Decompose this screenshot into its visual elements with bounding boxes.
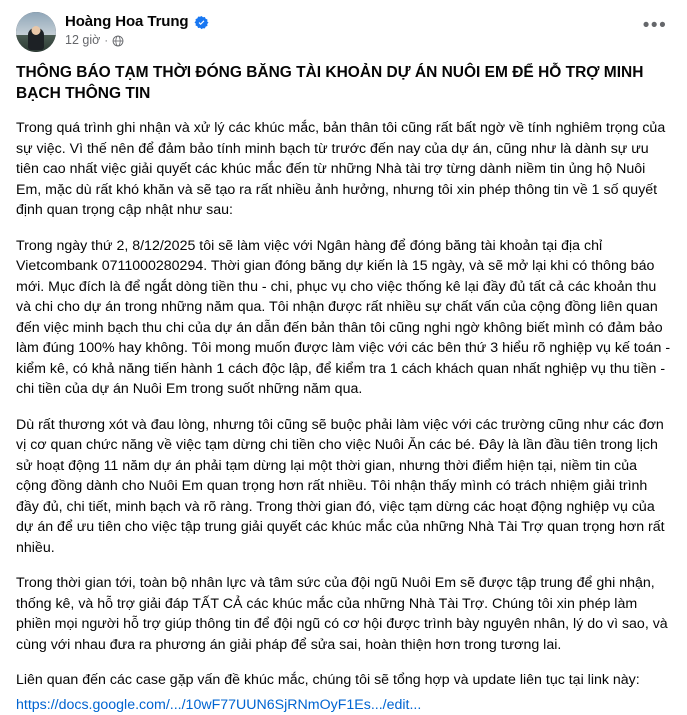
avatar[interactable]	[16, 12, 56, 52]
post-more-options-button[interactable]: •••	[642, 15, 668, 36]
globe-icon[interactable]	[112, 35, 124, 47]
post-paragraph-5: Liên quan đến các case gặp vấn đề khúc mắc, chúng tôi sẽ tổng hợp và update liên tục tại link này:	[16, 672, 640, 688]
avatar-person-head	[32, 26, 41, 35]
post-paragraph-1: Trong quá trình ghi nhận và xử lý các khúc mắc, bản thân tôi cũng rất bất ngờ về tính nghiêm trọng của sự việc. Vì thế nên để đảm bảo tính minh bạch từ trước đến nay của dự án, cũng như là dành sự ưu tiên cao nhất việc giải quyết các khúc mắc đến từ những Nhà tài trợ từng dành niềm tin ủng hộ Nuôi Em, mặc dù rất khó khăn và sẽ tạo ra rất nhiều ảnh hưởng, nhưng tôi xin phép thông tin về 1 số quyết định quan trọng cập nhật như sau:	[16, 120, 666, 218]
post-body	[16, 118, 671, 715]
post-title: THÔNG BÁO TẠM THỜI ĐÓNG BĂNG TÀI KHOẢN DỰ ÁN NUÔI EM ĐỂ HỖ TRỢ MINH BẠCH THÔNG TIN	[16, 64, 644, 102]
author-name[interactable]: Hoàng Hoa Trung	[65, 13, 189, 30]
post-paragraph-3: Dù rất thương xót và đau lòng, nhưng tôi cũng sẽ buộc phải làm việc với các trường cũng như các đơn vị cơ quan chức năng về việc tạm dừng chi tiền cho việc Nuôi Ăn các bé. Đây là lần đầu tiên trong lịch sử hoạt động 11 năm dự án phải tạm dừng lại một thời gian, nhưng thời điểm hiện tại, niềm tin của cộng đồng dành cho Nuôi Em quan trọng hơn rất nhiều. Tôi nhận thấy mình có trách nhiệm giải trình đầy đủ, chi tiết, minh bạch và rõ ràng. Trong thời gian đó, việc tạm dừng các hoạt động nghiệp vụ của dự án để ưu tiên cho việc tập trung giải quyết các khúc mắc của những Nhà Tài Trợ quan trọng hơn rất nhiều.	[16, 416, 665, 556]
post-meta	[65, 33, 639, 48]
post-paragraph-2: Trong ngày thứ 2, 8/12/2025 tôi sẽ làm việc với Ngân hàng để đóng băng tài khoản tại địa chỉ Vietcombank 0711000280294. Thời gian đóng băng dự kiến là 15 ngày, và sẽ mở lại khi có thông báo mới. Mục đích là để ngắt dòng tiền thu - chi, phục vụ cho việc thống kê lại đầy đủ tất cả các khoản thu và chi cho dự án trong những năm qua. Tôi nhận được rất nhiều sự chất vấn của cộng đồng liên quan đến việc minh bạch thu chi của dự án dẫn đến bản thân tôi cũng nghi ngờ không biết mình có đảm bảo làm đúng 100% hay không. Tôi mong muốn được làm việc với các bên thứ 3 hiểu rõ nghiệp vụ kế toán - kiểm kê, có khả năng tiến hành 1 cách độc lập, để kiểm tra 1 cách khách quan nhất nghiệp vụ thu tiền - chi tiền của dự án Nuôi Em trong suốt những năm qua.	[16, 237, 671, 397]
author-row	[65, 13, 639, 31]
post-external-link[interactable]: https://docs.google.com/.../10wF77UUN6SjRNmOyF1Es.../edit...	[16, 696, 422, 713]
verified-badge-icon	[194, 15, 209, 30]
post-header	[16, 12, 671, 52]
post-header-text	[65, 12, 639, 48]
meta-separator: ·	[104, 34, 108, 47]
post-timestamp[interactable]: 12 giờ	[65, 33, 101, 47]
post-paragraph-4: Trong thời gian tới, toàn bộ nhân lực và tâm sức của đội ngũ Nuôi Em sẽ được tập trung để ghi nhận, thống kê, và hỗ trợ giải đáp TẤT CẢ các khúc mắc của những Nhà Tài Trợ. Chúng tôi xin phép làm phiền mọi người hỗ trợ giúp thông tin để đội ngũ có cơ hội được trình bày nguyên nhân, lý do vì sao, và cùng với nhau đưa ra phương án giải pháp để sửa sai, hoàn thiện hơn trong tương lai.	[16, 575, 668, 653]
